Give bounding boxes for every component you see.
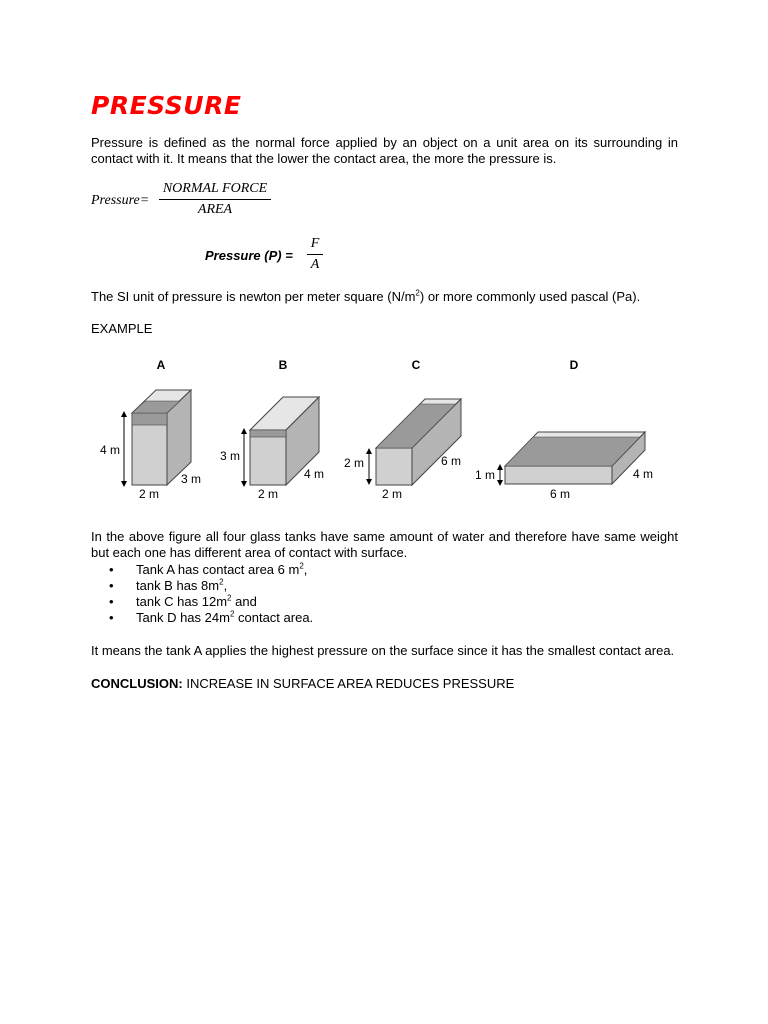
formula-lhs: Pressure=	[91, 193, 150, 208]
list-item	[109, 594, 313, 610]
si-unit-text: The SI unit of pressure is newton per meter square (N/m	[91, 289, 416, 304]
depth-label: 4 m	[632, 467, 654, 481]
height-label: 2 m	[343, 456, 364, 470]
depth-label: 6 m	[440, 454, 462, 468]
height-label: 4 m	[99, 443, 120, 457]
list-item-text: Tank A has contact area 6 m	[136, 562, 300, 577]
superscript: 2	[299, 561, 304, 571]
formula-numerator: NORMAL FORCE	[162, 181, 268, 196]
width-label: 2 m	[257, 487, 279, 501]
tanks-figure	[91, 354, 661, 504]
height-label: 1 m	[474, 468, 495, 482]
formula2-denominator: A	[310, 257, 320, 272]
superscript: 2	[415, 288, 420, 298]
formula-denominator: AREA	[197, 202, 233, 217]
list-item	[109, 610, 313, 626]
tank-a	[100, 358, 201, 501]
list-item-text: tank C has 12m	[136, 594, 228, 609]
list-item-text-end: and	[231, 594, 257, 609]
list-item-text-end: ,	[223, 578, 228, 593]
conclusion	[91, 676, 514, 692]
depth-label: 3 m	[180, 472, 202, 486]
contact-area-list	[109, 562, 313, 626]
tank-label: A	[156, 358, 166, 372]
list-item-text-end: ,	[303, 562, 308, 577]
si-unit-text-end: ) or more commonly used pascal (Pa).	[419, 289, 641, 304]
bullet-icon: •	[109, 562, 114, 577]
width-label: 6 m	[549, 487, 571, 501]
example-label: EXAMPLE	[91, 321, 153, 336]
bullet-icon: •	[109, 610, 114, 625]
bullet-icon: •	[109, 578, 114, 593]
list-item	[109, 562, 313, 578]
meaning-paragraph: It means the tank A applies the highest pressure on the surface since it has the smallest contact area.	[91, 643, 675, 658]
page-title: PRESSURE	[91, 91, 242, 120]
tank-label: C	[411, 358, 421, 372]
list-item-text: Tank D has 24m	[136, 610, 230, 625]
tank-label: D	[569, 358, 579, 372]
si-unit-paragraph	[91, 289, 678, 305]
depth-label: 4 m	[303, 467, 325, 481]
list-item-text-end: contact area.	[234, 610, 314, 625]
list-item	[109, 578, 313, 594]
figure-description: In the above figure all four glass tanks have same amount of water and therefore have same weight but each one has different area of contact with surface.	[91, 529, 678, 560]
conclusion-label: CONCLUSION:	[91, 676, 183, 691]
formula2-fraction	[307, 236, 323, 273]
formula2-label: Pressure (P) =	[205, 248, 293, 263]
width-label: 2 m	[138, 487, 160, 501]
height-label: 3 m	[219, 449, 240, 463]
formula-fraction	[159, 181, 271, 218]
conclusion-text: INCREASE IN SURFACE AREA REDUCES PRESSURE	[182, 676, 515, 691]
superscript: 2	[227, 593, 232, 603]
definition-paragraph: Pressure is defined as the normal force applied by an object on a unit area on its surrounding in contact with it. It means that the lower the contact area, the more the pressure is.	[91, 135, 678, 166]
superscript: 2	[219, 577, 224, 587]
tank-c	[344, 358, 461, 501]
tank-b	[220, 358, 324, 501]
list-item-text: tank B has 8m	[136, 578, 220, 593]
width-label: 2 m	[381, 487, 403, 501]
bullet-icon: •	[109, 594, 114, 609]
fraction-bar	[307, 254, 323, 255]
tank-label: B	[278, 358, 288, 372]
tank-d	[475, 358, 653, 501]
superscript: 2	[229, 609, 235, 619]
formula2-numerator: F	[310, 236, 320, 251]
